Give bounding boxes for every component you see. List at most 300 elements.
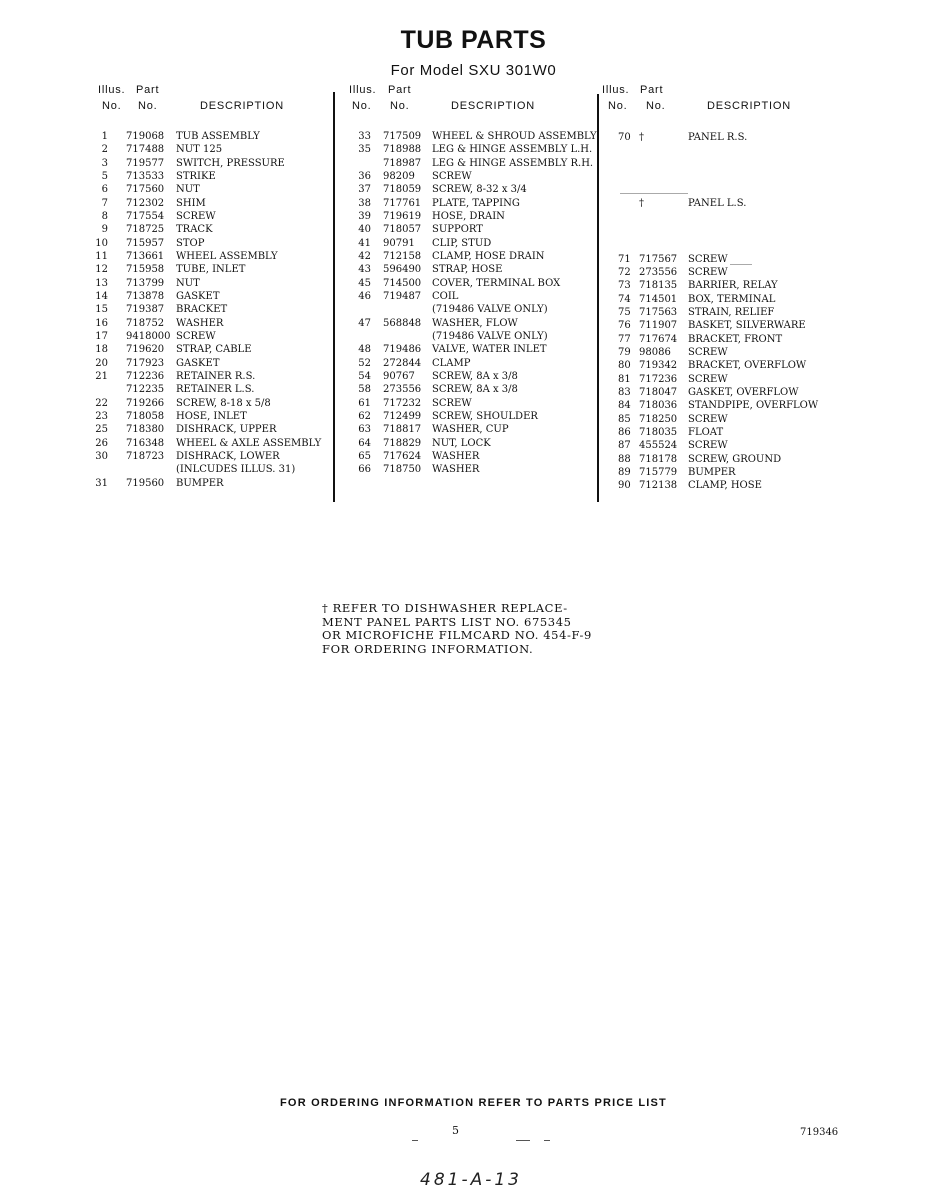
table-row: [600, 399, 850, 412]
column-divider: [333, 92, 335, 502]
part-description: WHEEL & AXLE ASSEMBLY: [176, 437, 322, 449]
part-description: BRACKET: [176, 304, 228, 316]
part-description: STRAP, CABLE: [176, 344, 252, 356]
illus-number: 40: [358, 224, 371, 236]
table-row: [600, 466, 850, 479]
illus-number: 13: [95, 277, 108, 289]
part-description: SWITCH, PRESSURE: [176, 157, 285, 169]
table-row: [343, 210, 598, 223]
table-row: [95, 437, 334, 450]
part-description: (INLCUDES ILLUS. 31): [176, 464, 296, 476]
part-description: SCREW: [176, 210, 216, 222]
table-row: [98, 463, 334, 476]
part-number: 98086: [639, 346, 671, 358]
part-number: 718047: [639, 386, 678, 398]
table-row: [343, 183, 598, 196]
part-description: CLAMP, HOSE: [688, 480, 762, 492]
table-row: [98, 383, 334, 396]
part-number: 714500: [383, 277, 422, 289]
part-header: Part: [640, 84, 664, 96]
part-number: 713533: [126, 170, 165, 182]
part-number: 718723: [126, 450, 165, 462]
part-number: 717563: [639, 306, 678, 318]
table-row: [95, 330, 334, 343]
part-number: 717923: [126, 357, 165, 369]
part-number: 718817: [383, 424, 422, 436]
part-description: (719486 VALVE ONLY): [432, 304, 548, 316]
part-description: WASHER: [432, 464, 480, 476]
part-number: 718988: [383, 144, 422, 156]
part-description: SHIM: [176, 197, 206, 209]
part-description: TUB ASSEMBLY: [176, 131, 260, 142]
illus-number: 3: [101, 157, 108, 169]
part-description: SCREW: [688, 253, 728, 265]
part-number: 718057: [383, 224, 422, 236]
part-description: SCREW: [688, 373, 728, 385]
part-description: STANDPIPE, OVERFLOW: [688, 400, 819, 412]
illus-number: 83: [618, 386, 631, 398]
part-number: 9418000: [126, 330, 171, 342]
scan-mark: [730, 264, 752, 265]
table-row: [343, 410, 598, 423]
part-number: 717554: [126, 210, 165, 222]
table-row: [600, 439, 850, 452]
table-row: [600, 266, 850, 279]
illus-number: 85: [618, 413, 631, 425]
part-description: FLOAT: [688, 426, 724, 438]
illus-number: 88: [618, 453, 631, 465]
illus-number: 64: [358, 437, 371, 449]
illus-number: 39: [358, 210, 371, 222]
table-row: [95, 303, 334, 316]
part-description: COIL: [432, 290, 459, 302]
scan-mark: [544, 1140, 550, 1141]
illus-number: 65: [358, 450, 371, 462]
table-row: [600, 279, 850, 292]
part-number: 717624: [383, 450, 422, 462]
part-number: 715779: [639, 466, 678, 478]
part-description: BASKET, SILVERWARE: [688, 320, 806, 332]
part-number: 712158: [383, 250, 422, 262]
illus-number: 52: [358, 357, 371, 369]
table-row: [343, 223, 598, 236]
illus-number: 42: [358, 250, 371, 262]
part-description: RETAINER R.S.: [176, 370, 256, 382]
part-number: 715957: [126, 237, 165, 249]
part-description: BARRIER, RELAY: [688, 280, 778, 292]
part-description: STOP: [176, 237, 205, 249]
part-number: 719068: [126, 131, 165, 142]
illus-number: 7: [101, 197, 108, 209]
part-description: BRACKET, FRONT: [688, 333, 783, 345]
illus-header: Illus.: [349, 84, 377, 96]
illus-number: 58: [358, 384, 371, 396]
table-row: [343, 437, 598, 450]
table-row: [600, 333, 850, 346]
part-description: SCREW, 8-18 x 5/8: [176, 397, 271, 409]
table-row: [98, 210, 334, 223]
table-row: [95, 343, 334, 356]
part-description: SCREW, 8A x 3/8: [432, 370, 518, 382]
part-number: 717236: [639, 373, 678, 385]
illus-number: 26: [95, 437, 108, 449]
part-description: WASHER: [432, 450, 480, 462]
scan-mark: [516, 1140, 530, 1141]
table-row: [98, 197, 334, 210]
part-description: BOX, TERMINAL: [688, 293, 776, 305]
illus-number: 20: [95, 357, 108, 369]
part-number: 718987: [383, 157, 422, 169]
part-description: HOSE, INLET: [176, 410, 247, 422]
part-description: CLAMP: [432, 357, 471, 369]
table-row: [600, 426, 850, 439]
part-number: 718750: [383, 464, 422, 476]
table-row: [600, 306, 850, 319]
part-number: 711907: [639, 320, 678, 332]
table-row: [600, 293, 850, 306]
part-number: 98209: [383, 170, 415, 182]
part-description: RETAINER L.S.: [176, 384, 255, 396]
table-row: [600, 319, 850, 332]
table-row: [95, 237, 334, 250]
parts-column-2: [343, 84, 598, 477]
part-description: HOSE, DRAIN: [432, 210, 505, 222]
table-row: [343, 263, 598, 276]
table-row: [343, 290, 598, 303]
illus-no-header: No.: [608, 100, 628, 112]
part-number: 718059: [383, 184, 422, 196]
table-row: [343, 250, 598, 263]
part-description: TRACK: [176, 224, 213, 236]
illus-number: 30: [95, 450, 108, 462]
table-row: [343, 370, 598, 383]
part-description: SCREW: [432, 170, 472, 182]
table-row: [95, 250, 334, 263]
table-row: [600, 453, 850, 466]
part-number: 719342: [639, 360, 678, 372]
illus-number: 66: [358, 464, 371, 476]
part-description: WASHER, CUP: [432, 424, 509, 436]
parts-list: [600, 253, 850, 493]
illus-number: 45: [358, 277, 371, 289]
part-description: SCREW, GROUND: [688, 453, 782, 465]
part-number: 90767: [383, 370, 415, 382]
parts-list: [343, 130, 598, 477]
table-row: [95, 423, 334, 436]
illus-number: 48: [358, 344, 371, 356]
scan-mark: [620, 193, 688, 194]
part-number: 717560: [126, 184, 165, 196]
illus-number: 8: [101, 210, 108, 222]
illus-number: 62: [358, 410, 371, 422]
part-description: DISHRACK, LOWER: [176, 450, 280, 462]
footnote: † REFER TO DISHWASHER REPLACE- MENT PANEL PARTS LIST NO. 675345 OR MICROFICHE FILMCARD NO. 454-F-9 FOR ORDERING INFORMATION.: [322, 601, 592, 656]
column-header: [600, 84, 850, 114]
table-row: [95, 263, 334, 276]
illus-number: 87: [618, 440, 631, 452]
part-description: STRAIN, RELIEF: [688, 306, 775, 318]
part-description: WASHER: [176, 317, 224, 329]
table-row: [600, 131, 850, 144]
part-number: 712138: [639, 480, 678, 492]
column-divider: [597, 94, 599, 502]
part-description: (719486 VALVE ONLY): [432, 330, 548, 342]
illus-number: 80: [618, 360, 631, 372]
part-description: SCREW: [432, 397, 472, 409]
table-row: [343, 130, 598, 143]
part-number: 455524: [639, 440, 678, 452]
part-description: CLIP, STUD: [432, 237, 492, 249]
part-number: 718725: [126, 224, 165, 236]
illus-header: Illus.: [602, 84, 630, 96]
part-header: Part: [136, 84, 160, 96]
model-subtitle: For Model SXU 301W0: [390, 62, 557, 79]
table-row: [343, 343, 598, 356]
illus-number: 71: [618, 253, 631, 265]
part-description: WASHER, FLOW: [432, 317, 518, 329]
table-row: [600, 413, 850, 426]
part-number: 272844: [383, 357, 422, 369]
part-description: NUT 125: [176, 144, 223, 156]
illus-number: 70: [618, 132, 631, 143]
part-description: SCREW: [688, 413, 728, 425]
illus-number: 22: [95, 397, 108, 409]
part-number: 718380: [126, 424, 165, 436]
parts-column-1: [95, 84, 334, 490]
part-number: 718178: [639, 453, 678, 465]
illus-number: 12: [95, 264, 108, 276]
part-number: 718250: [639, 413, 678, 425]
part-number: 712235: [126, 384, 165, 396]
table-row: [98, 170, 334, 183]
illus-number: 25: [95, 424, 108, 436]
illus-number: 90: [618, 480, 631, 492]
table-row: [343, 303, 598, 316]
table-row: [343, 423, 598, 436]
part-number: 712302: [126, 197, 165, 209]
table-row: [95, 370, 334, 383]
part-number: 718135: [639, 280, 678, 292]
table-row: [343, 317, 598, 330]
illus-number: 76: [618, 320, 631, 332]
part-description: PANEL L.S.: [688, 198, 747, 210]
part-number: 717232: [383, 397, 422, 409]
part-description: PLATE, TAPPING: [432, 197, 520, 209]
part-number: †: [639, 198, 644, 210]
part-description: WHEEL ASSEMBLY: [176, 250, 278, 262]
part-number: 719486: [383, 344, 422, 356]
illus-number: 18: [95, 344, 108, 356]
part-description: SCREW: [176, 330, 216, 342]
part-no-header: No.: [646, 100, 666, 112]
part-description: VALVE, WATER INLET: [432, 344, 547, 356]
part-number: 713661: [126, 250, 165, 262]
part-description: CLAMP, HOSE DRAIN: [432, 250, 545, 262]
table-row: [95, 357, 334, 370]
part-description: LEG & HINGE ASSEMBLY R.H.: [432, 157, 594, 169]
part-number: 717567: [639, 253, 678, 265]
illus-number: 47: [358, 317, 371, 329]
part-description: COVER, TERMINAL BOX: [432, 277, 561, 289]
part-number: 719387: [126, 304, 165, 316]
table-row: [95, 410, 334, 423]
illus-number: 23: [95, 410, 108, 422]
part-description: GASKET: [176, 290, 220, 302]
table-row: [343, 170, 598, 183]
part-description: NUT: [176, 277, 200, 289]
illus-number: 15: [95, 304, 108, 316]
part-number: 717674: [639, 333, 678, 345]
description-header: DESCRIPTION: [707, 100, 791, 112]
table-row: [343, 357, 598, 370]
part-description: SCREW: [688, 440, 728, 452]
part-number: 714501: [639, 293, 678, 305]
illus-number: 31: [95, 477, 108, 489]
table-row: [343, 197, 598, 210]
table-row: [600, 197, 850, 210]
illus-number: 35: [358, 144, 371, 156]
illus-number: 63: [358, 424, 371, 436]
illus-number: 36: [358, 170, 371, 182]
part-no-header: No.: [390, 100, 410, 112]
illus-number: 72: [618, 266, 631, 278]
part-number: 719619: [383, 210, 422, 222]
part-number: 718829: [383, 437, 422, 449]
illus-number: 17: [95, 330, 108, 342]
table-row: [95, 290, 334, 303]
part-description: SCREW, 8-32 x 3/4: [432, 184, 527, 196]
table-row: [600, 386, 850, 399]
part-description: SCREW: [688, 346, 728, 358]
table-row: [95, 450, 334, 463]
illus-number: 33: [358, 131, 371, 142]
part-description: PANEL R.S.: [688, 132, 748, 143]
part-description: TUBE, INLET: [176, 264, 246, 276]
table-row: [600, 359, 850, 372]
illus-number: 61: [358, 397, 371, 409]
panel-list: [600, 131, 850, 211]
column-header: [98, 84, 334, 114]
part-description: STRAP, HOSE: [432, 264, 503, 276]
part-description: GASKET: [176, 357, 220, 369]
part-number: 273556: [639, 266, 678, 278]
illus-number: 73: [618, 280, 631, 292]
part-description: GASKET, OVERFLOW: [688, 386, 799, 398]
table-row: [343, 157, 598, 170]
illus-number: 21: [95, 370, 108, 382]
table-row: [343, 463, 598, 476]
table-row: [600, 346, 850, 359]
part-number: 718058: [126, 410, 165, 422]
part-description: DISHRACK, UPPER: [176, 424, 277, 436]
column-header: [343, 84, 598, 114]
part-number: 716348: [126, 437, 165, 449]
table-row: [98, 223, 334, 236]
part-number: 719560: [126, 477, 165, 489]
part-number: 718036: [639, 400, 678, 412]
handwritten-note: 481-A-13: [420, 1170, 522, 1190]
scan-mark: [412, 1140, 418, 1141]
illus-number: 6: [101, 184, 108, 196]
description-header: DESCRIPTION: [200, 100, 284, 112]
description-header: DESCRIPTION: [451, 100, 535, 112]
illus-number: 16: [95, 317, 108, 329]
part-number: 713799: [126, 277, 165, 289]
table-row: [98, 143, 334, 156]
illus-number: 9: [101, 224, 108, 236]
illus-number: 86: [618, 426, 631, 438]
part-number: 713878: [126, 290, 165, 302]
illus-number: 43: [358, 264, 371, 276]
table-row: [343, 383, 598, 396]
illus-number: 10: [95, 237, 108, 249]
illus-number: 79: [618, 346, 631, 358]
table-row: [343, 237, 598, 250]
table-row: [343, 277, 598, 290]
table-row: [98, 130, 334, 143]
illus-number: 2: [101, 144, 108, 156]
table-row: [600, 373, 850, 386]
illus-number: 81: [618, 373, 631, 385]
part-number: 568848: [383, 317, 422, 329]
illus-number: 89: [618, 466, 631, 478]
part-number: 719577: [126, 157, 165, 169]
part-description: NUT: [176, 184, 200, 196]
illus-no-header: No.: [102, 100, 122, 112]
illus-number: 38: [358, 197, 371, 209]
part-header: Part: [388, 84, 412, 96]
part-description: NUT, LOCK: [432, 437, 491, 449]
table-row: [600, 479, 850, 492]
part-number: 596490: [383, 264, 422, 276]
illus-number: 46: [358, 290, 371, 302]
table-row: [343, 450, 598, 463]
illus-no-header: No.: [352, 100, 372, 112]
part-description: STRIKE: [176, 170, 216, 182]
table-row: [343, 397, 598, 410]
illus-number: 54: [358, 370, 371, 382]
illus-number: 41: [358, 237, 371, 249]
part-description: SUPPORT: [432, 224, 483, 236]
illus-number: 5: [101, 170, 108, 182]
part-number: 712499: [383, 410, 422, 422]
part-number: 717509: [383, 131, 422, 142]
part-number: 719487: [383, 290, 422, 302]
part-number: 715958: [126, 264, 165, 276]
table-row: [600, 253, 850, 266]
table-row: [95, 397, 334, 410]
part-number: 719266: [126, 397, 165, 409]
table-row: [98, 183, 334, 196]
document-number: 719346: [800, 1127, 839, 1138]
ordering-note: FOR ORDERING INFORMATION REFER TO PARTS PRICE LIST: [280, 1097, 667, 1109]
illus-number: 37: [358, 184, 371, 196]
parts-column-3: [600, 84, 850, 493]
part-number: 712236: [126, 370, 165, 382]
part-number: 718035: [639, 426, 678, 438]
part-number: 718752: [126, 317, 165, 329]
illus-number: 1: [101, 131, 108, 142]
part-description: WHEEL & SHROUD ASSEMBLY: [432, 131, 597, 142]
table-row: [343, 330, 598, 343]
part-description: SCREW, 8A x 3/8: [432, 384, 518, 396]
page-number: 5: [452, 1124, 459, 1137]
illus-number: 75: [618, 306, 631, 318]
part-description: BUMPER: [688, 466, 736, 478]
table-row: [95, 317, 334, 330]
part-number: 273556: [383, 384, 422, 396]
illus-number: 74: [618, 293, 631, 305]
